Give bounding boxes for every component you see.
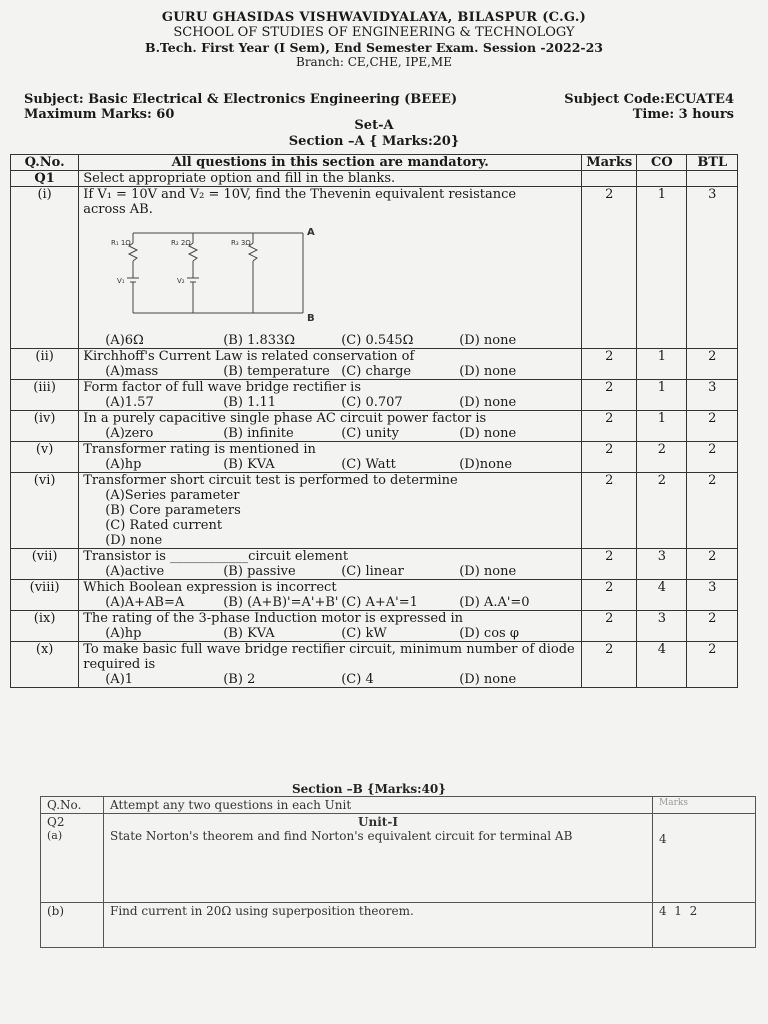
- subject-code: Subject Code:ECUATE4: [564, 92, 734, 107]
- question-m: 2: [582, 642, 637, 688]
- question-m: 2: [582, 349, 637, 380]
- option-a: (A)1.57: [105, 395, 154, 410]
- question-body: [79, 642, 582, 688]
- option-a: (A)hp: [105, 626, 142, 641]
- question-co: 3: [637, 549, 687, 580]
- question-body: [79, 349, 582, 380]
- question-row: [11, 380, 738, 411]
- question-text: Which Boolean expression is incorrect: [83, 580, 337, 595]
- question-co: 1: [637, 380, 687, 411]
- option-a: (A)6Ω: [105, 333, 144, 348]
- question-body: [79, 442, 582, 473]
- question-btl: 2: [687, 642, 738, 688]
- question-text: Transformer rating is mentioned in: [83, 442, 316, 457]
- max-marks: Maximum Marks: 60: [24, 107, 175, 122]
- circuit-diagram: [103, 223, 323, 323]
- exam-title: B.Tech. First Year (I Sem), End Semester Exam. Session -2022-23: [145, 40, 603, 55]
- question-co: 3: [637, 611, 687, 642]
- question-btl: 2: [687, 349, 738, 380]
- question-btl: 3: [687, 187, 738, 349]
- question-co: 1: [637, 187, 687, 349]
- university-name: GURU GHASIDAS VISHWAVIDYALAYA, BILASPUR (C.G.): [161, 10, 587, 25]
- section-b-title: Section –B {Marks:40}: [292, 782, 446, 796]
- option-a: (A)hp: [105, 457, 142, 472]
- question-row: [11, 473, 738, 549]
- question-row: [11, 442, 738, 473]
- options-row: [83, 364, 577, 379]
- question-number: (x): [11, 642, 79, 688]
- option-b: (B) KVA: [223, 626, 275, 641]
- question-btl: 2: [687, 473, 738, 549]
- question-number: (i): [11, 187, 79, 349]
- section-b-table: [40, 796, 756, 948]
- unit-row: [41, 814, 756, 903]
- options-row: [83, 426, 577, 441]
- question-body: [79, 187, 582, 349]
- question-row: [11, 187, 738, 349]
- question-body: [79, 611, 582, 642]
- r3-label: R₃ 3Ω: [231, 239, 251, 247]
- question-row: [11, 411, 738, 442]
- section-a-title: Section –A { Marks:20}: [288, 134, 460, 149]
- options-row: [83, 457, 577, 472]
- question-m: 2: [582, 611, 637, 642]
- question-m: 2: [582, 473, 637, 549]
- question-btl: 3: [687, 580, 738, 611]
- question-number: (iii): [11, 380, 79, 411]
- q2a-text: Unit-I State Norton's theorem and find Norton's equivalent circuit for terminal AB: [104, 814, 653, 903]
- header-btl: BTL: [687, 155, 738, 171]
- options-row: [83, 672, 577, 687]
- section-b-marks-header: Marks: [653, 797, 756, 814]
- question-m: 2: [582, 549, 637, 580]
- question-number: (v): [11, 442, 79, 473]
- option-a: (A)A+AB=A: [105, 595, 185, 610]
- option-d: (D) none: [459, 333, 517, 348]
- options-row: [83, 564, 577, 579]
- question-text: Form factor of full wave bridge rectifier is: [83, 380, 362, 395]
- question-body: [79, 549, 582, 580]
- question-co: 1: [637, 349, 687, 380]
- section-b-header-row: [41, 797, 756, 814]
- option-c: (C) Watt: [341, 457, 396, 472]
- option-c: (C) linear: [341, 564, 404, 579]
- option-c: (C) unity: [341, 426, 399, 441]
- option-b: (B) temperature: [223, 364, 330, 379]
- question-number: (vi): [11, 473, 79, 549]
- option-d: (D) none: [105, 533, 163, 548]
- option-c: (C) charge: [341, 364, 412, 379]
- question-row: [11, 580, 738, 611]
- exam-header: [10, 10, 738, 69]
- question-body: [79, 580, 582, 611]
- question-row: [11, 349, 738, 380]
- r2-label: R₂ 2Ω: [171, 239, 191, 247]
- branch-line: Branch: CE,CHE, IPE,ME: [296, 55, 452, 69]
- question-text: If V₁ = 10V and V₂ = 10V, find the Thevenin equivalent resistance across AB.: [83, 187, 517, 217]
- option-b: (B) Core parameters: [105, 503, 241, 518]
- question-text: Transformer short circuit test is performed to determine: [83, 473, 458, 488]
- school-name: SCHOOL OF STUDIES OF ENGINEERING & TECHNOLOGY: [173, 25, 575, 40]
- option-c: (C) A+A'=1: [341, 595, 418, 610]
- option-c: (C) 0.545Ω: [341, 333, 414, 348]
- option-c: (C) 4: [341, 672, 374, 687]
- set-label: Set-A: [354, 118, 394, 133]
- question-number: (ix): [11, 611, 79, 642]
- option-a: (A)1: [105, 672, 134, 687]
- q1-instruction: Select appropriate option and fill in the blanks.: [79, 171, 582, 187]
- question-text: The rating of the 3-phase Induction motor is expressed in: [83, 611, 464, 626]
- option-d: (D) none: [459, 564, 517, 579]
- question-text: To make basic full wave bridge rectifier circuit, minimum number of diode required is: [83, 642, 575, 672]
- v1-label: V₁: [117, 277, 125, 285]
- q2b-marks: 4 1 2: [653, 903, 756, 948]
- r1-label: R₁ 1Ω: [111, 239, 131, 247]
- question-co: 2: [637, 473, 687, 549]
- question-btl: 2: [687, 411, 738, 442]
- option-d: (D) A.A'=0: [459, 595, 530, 610]
- option-b: (B) (A+B)'=A'+B': [223, 595, 339, 610]
- question-number: (vii): [11, 549, 79, 580]
- question-co: 2: [637, 442, 687, 473]
- question-btl: 2: [687, 442, 738, 473]
- option-d: (D) none: [459, 395, 517, 410]
- option-b: (B) 2: [223, 672, 256, 687]
- question-number: (ii): [11, 349, 79, 380]
- question-btl: 3: [687, 380, 738, 411]
- question-m: 2: [582, 187, 637, 349]
- option-a: (A)mass: [105, 364, 159, 379]
- section-b-instruction: Attempt any two questions in each Unit: [104, 797, 653, 814]
- header-qno: Q.No.: [11, 155, 79, 171]
- question-row: [11, 642, 738, 688]
- q1-row: [11, 171, 738, 187]
- exam-time: Time: 3 hours: [632, 107, 734, 122]
- option-d: (D) cos φ: [459, 626, 519, 641]
- section-a-table: [10, 154, 738, 688]
- options-row: [83, 488, 577, 548]
- option-a: (A)Series parameter: [105, 488, 240, 503]
- question-co: 1: [637, 411, 687, 442]
- question-text: In a purely capacitive single phase AC circuit power factor is: [83, 411, 487, 426]
- option-c: (C) kW: [341, 626, 387, 641]
- question-btl: 2: [687, 611, 738, 642]
- question-number: (viii): [11, 580, 79, 611]
- q1-number: Q1: [11, 171, 79, 187]
- option-b: (B) 1.833Ω: [223, 333, 296, 348]
- terminal-a: A: [307, 227, 315, 238]
- q2b-text: Find current in 20Ω using superposition theorem.: [104, 903, 653, 948]
- option-b: (B) 1.11: [223, 395, 277, 410]
- option-c: (C) Rated current: [105, 518, 223, 533]
- question-m: 2: [582, 380, 637, 411]
- terminal-b: B: [307, 313, 315, 323]
- options-row: [83, 626, 577, 641]
- option-b: (B) KVA: [223, 457, 275, 472]
- table-header-row: [11, 155, 738, 171]
- option-c: (C) 0.707: [341, 395, 403, 410]
- options-row: [83, 395, 577, 410]
- question-number: (iv): [11, 411, 79, 442]
- question-btl: 2: [687, 549, 738, 580]
- q2-number: Q2 (a): [41, 814, 104, 903]
- question-body: [79, 380, 582, 411]
- question-body: [79, 473, 582, 549]
- section-b-qno: Q.No.: [41, 797, 104, 814]
- option-b: (B) passive: [223, 564, 296, 579]
- option-d: (D) none: [459, 672, 517, 687]
- question-text: Kirchhoff's Current Law is related conservation of: [83, 349, 415, 364]
- option-b: (B) infinite: [223, 426, 294, 441]
- option-d: (D)none: [459, 457, 513, 472]
- question-text: Transistor is ____________circuit element: [83, 549, 349, 564]
- question-m: 2: [582, 442, 637, 473]
- subject-name: Subject: Basic Electrical & Electronics Engineering (BEEE): [24, 92, 458, 107]
- q2b-number: (b): [41, 903, 104, 948]
- header-marks: Marks: [582, 155, 637, 171]
- q2a-marks: 4: [653, 814, 756, 903]
- question-row: [11, 549, 738, 580]
- question-co: 4: [637, 642, 687, 688]
- option-a: (A)active: [105, 564, 165, 579]
- header-instruction: All questions in this section are mandatory.: [79, 155, 582, 171]
- header-co: CO: [637, 155, 687, 171]
- question-co: 4: [637, 580, 687, 611]
- q2b-row: [41, 903, 756, 948]
- question-m: 2: [582, 411, 637, 442]
- options-row: [83, 333, 577, 348]
- options-row: [83, 595, 577, 610]
- option-a: (A)zero: [105, 426, 154, 441]
- question-body: [79, 411, 582, 442]
- option-d: (D) none: [459, 426, 517, 441]
- option-d: (D) none: [459, 364, 517, 379]
- question-row: [11, 611, 738, 642]
- question-m: 2: [582, 580, 637, 611]
- unit-title: Unit-I: [358, 815, 398, 829]
- v2-label: V₂: [177, 277, 185, 285]
